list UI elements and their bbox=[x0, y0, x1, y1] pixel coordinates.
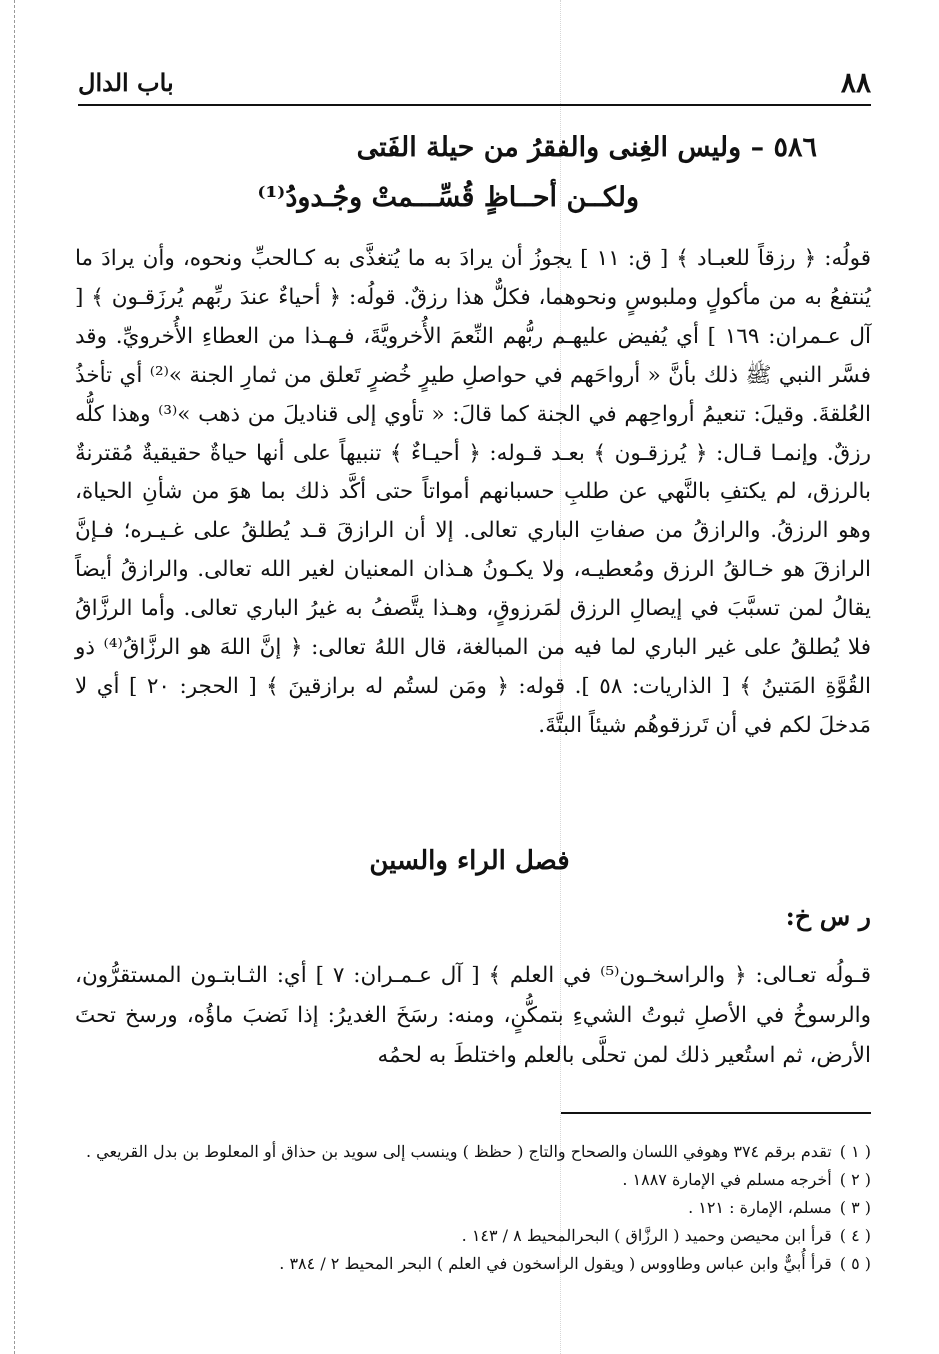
verse-line-2: ولكــن أحــاظٍ قُسِّـــمتْ وجُـدودُ⁽¹⁾ bbox=[257, 182, 639, 213]
footnote-number: ( ٥ ) bbox=[839, 1254, 871, 1273]
footnote-item bbox=[75, 1194, 871, 1222]
footnotes bbox=[75, 1138, 871, 1278]
footnote-item bbox=[75, 1222, 871, 1250]
header-divider bbox=[78, 104, 871, 106]
verse-line-1: ٥٨٦ – وليس الغِنى والفقرُ من حيلة الفَتى bbox=[356, 132, 817, 163]
footnote-item bbox=[75, 1138, 871, 1166]
footnote-number: ( ٣ ) bbox=[839, 1198, 871, 1217]
footnote-text: قرأ أُبيٌّ وابن عباس وطاووس ( ويقول الراسخون في العلم ) البحر المحيط ٢ / ٣٨٤ . bbox=[279, 1254, 832, 1273]
footnote-divider bbox=[561, 1112, 871, 1114]
root-paragraph: قـولُه تعـالى: ﴿ والراسخـون⁽⁵⁾ في العلم ﴾ [ آل عـمـران: ٧ ] أي: الثـابتـون المستقرُّون، والرسوخُ في الأصلِ ثبوتُ الشيءِ بتمكُّنٍ، ومنه: رسَخَ الغديرُ: إذا نَضبَ ماؤُه، ورسخ تحتَ الأرض، ثم استُعير ذلك لمن تحلَّى بالعلم واختلطَ به لحمُه bbox=[75, 963, 871, 1068]
footnote-number: ( ٤ ) bbox=[839, 1226, 871, 1245]
page-header bbox=[78, 66, 871, 102]
footnote-number: ( ١ ) bbox=[839, 1142, 871, 1161]
root-heading: ر س خ: bbox=[785, 902, 871, 931]
footnote-number: ( ٢ ) bbox=[839, 1170, 871, 1189]
running-head: باب الدال bbox=[78, 68, 174, 97]
page-number: ٨٨ bbox=[840, 66, 871, 99]
page-edge-dashed-line bbox=[14, 0, 15, 1354]
section-heading: فصل الراء والسين bbox=[369, 846, 570, 876]
footnote-text: قرأ ابن محيصن وحميد ( الرزَّاق ) البحرالمحيط ٨ / ١٤٣ . bbox=[461, 1226, 832, 1245]
footnote-item bbox=[75, 1250, 871, 1278]
commentary-paragraph: قولُه: ﴿ رزقاً للعبـاد ﴾ [ ق: ١١ ] يجوزُ أن يرادَ به ما يُتغذَّى به كـالحبِّ ونحوه، وأن يرادَ ما يُنتفعُ به من مأكولٍ وملبوسٍ ونحوهما، فكلٌّ هذا رزقٌ. قولُه: ﴿ أحياءٌ عندَ ربِّهم يُرزَقـون ﴾ [ آل عـمران: ١٦٩ ] أي يُفيض عليهـم ربُّهم النِّعمَ الأُخرويَّةَ، فـهـذا من العطاءِ الأُخرويِّ. وقد فسَّر النبي ﷺ ذلك بأنَّ « أرواحَهم في حواصلِ طيرٍ خُضرٍ تَعلق من ثمارِ الجنة »⁽²⁾ أي تأخذُ العُلقةَ. وقيلَ: تنعيمُ أرواحِهم في الجنة كما قالَ: « تأوي إلى قناديلَ من ذهب »⁽³⁾ وهذا كلُّه رزقٌ. وإنمـا قـال: ﴿ يُرزقـون ﴾ بعـد قـوله: ﴿ أحيـاءٌ ﴾ تنبيهاً على أنها حياةٌ حقيقيةٌ مُقترنةٌ بالرزق، لم يكتفِ بالنَّهي عن طلبِ حسبانهم أمواتاً حتى أكَّد ذلك بما هوَ من شأنِ الحياة، وهو الرزقُ. والرازقُ من صفاتِ الباري تعالى. إلا أن الرازقَ قـد يُطلقُ على غـيـره؛ فـإنَّ الرازقَ هو خـالقُ الرزق ومُعطيـه، ولا يكـونُ هـذان المعنيان لغير الله تعالى. والرازقُ أيضاً يقالُ لمن تسبَّبَ في إيصالِ الرزق لمَرزوقٍ، وهـذا يتَّصفُ به غيرُ الباري تعالى. وأما الرزَّاقُ فلا يُطلقُ على غير الباري لما فيه من المبالغة، قال اللهُ تعالى: ﴿ إنَّ اللهَ هو الرزَّاقُ⁽⁴⁾ ذو القُوَّةِ المَتينُ ﴾ [ الذاريات: ٥٨ ]. قوله: ﴿ ومَن لستُم له برازقينَ ﴾ [ الحجر: ٢٠ ] أي لا مَدخلَ لكم في أن تَرزقوهُم شيئاً البتَّةَ. bbox=[75, 246, 871, 738]
footnote-text: تقدم برقم ٣٧٤ وهوفي اللسان والصحاح والتاج ( حظظ ) وينسب إلى سويد بن حذاق أو المعلوط بن بدل القريعي . bbox=[85, 1142, 832, 1161]
footnote-item bbox=[75, 1166, 871, 1194]
footnote-text: مسلم، الإمارة : ١٢١ . bbox=[688, 1198, 832, 1217]
footnote-text: أخرجه مسلم في الإمارة ١٨٨٧ . bbox=[622, 1170, 832, 1189]
